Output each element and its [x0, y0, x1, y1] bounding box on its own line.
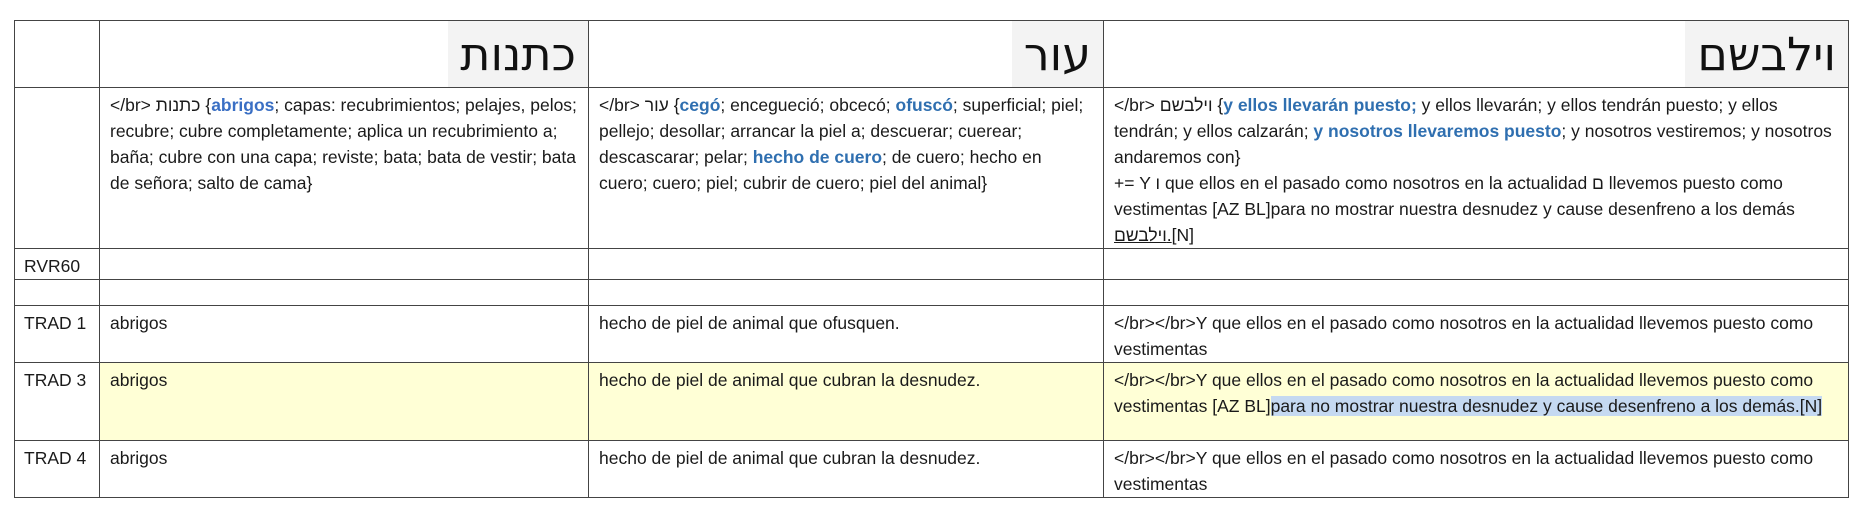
definitions-label-cell	[15, 88, 100, 249]
hebrew-word-kutonot: כתנות	[448, 21, 588, 87]
header-cell-col2[interactable]	[589, 21, 1104, 88]
table-row	[15, 306, 1849, 363]
definition-prefix: </br> עור {	[599, 95, 680, 115]
hebrew-link[interactable]: וילבשם.	[1114, 225, 1172, 245]
table-cell[interactable]	[100, 280, 589, 306]
hebrew-word-or: עור	[1012, 21, 1103, 87]
table-cell[interactable]	[1104, 249, 1849, 280]
row-label: TRAD 4	[15, 441, 100, 498]
translation-table	[14, 20, 1849, 498]
definition-text: ; superficial; piel; pellejo; desollar; arrancar la piel a; descuerar; cuerear; descascarar; pelar;	[599, 95, 1084, 167]
definition-text: ; y nosotros vestiremos; y nosotros andaremos con}	[1114, 121, 1832, 167]
table-row	[15, 441, 1849, 498]
definition-prefix: </br> כתנות {	[110, 95, 212, 115]
row-label: TRAD 3	[15, 363, 100, 441]
table-cell[interactable]	[1104, 280, 1849, 306]
cell-text: </br></br>Y que ellos en el pasado como nosotros en la actualidad llevemos puesto como vestimentas [AZ BL]	[1114, 370, 1814, 416]
table-cell[interactable]: hecho de piel de animal que cubran la desnudez.	[589, 441, 1104, 498]
row-label	[15, 280, 100, 306]
definition-text: y ellos llevarán; y ellos tendrán puesto; y ellos tendrán; y ellos calzarán;	[1114, 95, 1778, 141]
definition-bold-term: hecho de cuero	[752, 147, 883, 167]
table-cell[interactable]: hecho de piel de animal que ofusquen.	[589, 306, 1104, 363]
table-cell[interactable]	[589, 249, 1104, 280]
table-cell[interactable]: </br></br>Y que ellos en el pasado como nosotros en la actualidad llevemos puesto como vestimentas	[1104, 306, 1849, 363]
table-row	[15, 280, 1849, 306]
definition-cell-col2[interactable]	[589, 88, 1104, 249]
definition-expanded-text: += Y ו que ellos en el pasado como nosotros en la actualidad ם llevemos puesto como vestimentas [AZ BL]para no mostrar nuestra desnudez y cause desenfreno a los demás	[1114, 173, 1795, 219]
table-cell[interactable]: abrigos	[100, 363, 589, 441]
definition-bold-term: y ellos llevarán puesto;	[1223, 95, 1417, 115]
header-empty-cell	[15, 21, 100, 88]
table-row-highlighted	[15, 363, 1849, 441]
note-marker: [N]	[1171, 225, 1195, 245]
definition-bold-term: y nosotros llevaremos puesto	[1313, 121, 1562, 141]
table-cell[interactable]	[100, 249, 589, 280]
definition-bold-term: cegó	[679, 95, 721, 115]
hebrew-word-vayalbishem: וילבשם	[1685, 21, 1848, 87]
header-row	[15, 21, 1849, 88]
definition-bold-term: ofuscó	[895, 95, 953, 115]
definition-text: ; capas: recubrimientos; pelajes, pelos; recubre; cubre completamente; aplica un recubrimiento a; baña; cubre con una capa; reviste; bata; bata de vestir; bata de señora; salto de cama}	[110, 95, 577, 193]
table-cell[interactable]: abrigos	[100, 306, 589, 363]
definition-cell-col3[interactable]	[1104, 88, 1849, 249]
definition-bold-term: abrigos	[211, 95, 275, 115]
definition-prefix: </br> וילבשם {	[1114, 95, 1224, 115]
selected-text[interactable]: para no mostrar nuestra desnudez y cause desenfreno a los demás.[N]	[1270, 396, 1823, 416]
table-row	[15, 249, 1849, 280]
definition-text: ; enceguеció; obcecó;	[720, 95, 896, 115]
header-cell-col1[interactable]	[100, 21, 589, 88]
definition-cell-col1[interactable]	[100, 88, 589, 249]
definitions-row	[15, 88, 1849, 249]
table-cell[interactable]: hecho de piel de animal que cubran la desnudez.	[589, 363, 1104, 441]
row-label: RVR60	[15, 249, 100, 280]
table-cell[interactable]: abrigos	[100, 441, 589, 498]
table-cell[interactable]	[1104, 363, 1849, 441]
row-label: TRAD 1	[15, 306, 100, 363]
header-cell-col3[interactable]	[1104, 21, 1849, 88]
definition-text: ; de cuero; hecho en cuero; cuero; piel; cubrir de cuero; piel del animal}	[599, 147, 1042, 193]
table-cell[interactable]	[589, 280, 1104, 306]
table-cell[interactable]: </br></br>Y que ellos en el pasado como nosotros en la actualidad llevemos puesto como vestimentas	[1104, 441, 1849, 498]
